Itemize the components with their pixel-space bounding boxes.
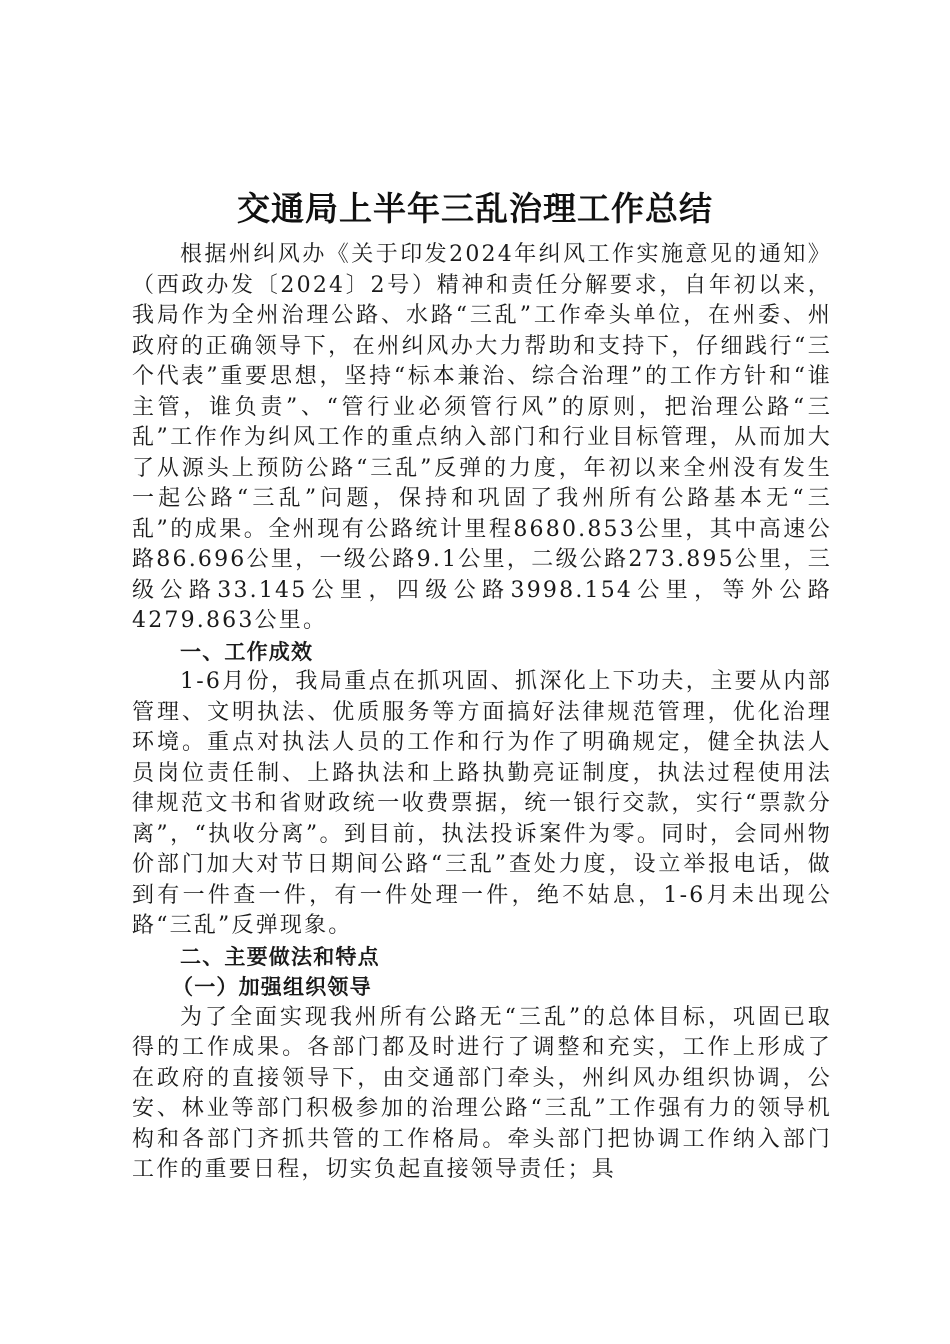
paragraph-results: 1-6月份，我局重点在抓巩固、抓深化上下功夫，主要从内部管理、文明执法、优质服务等方面搞好法律规范管理，优化治理环境。重点对执法人员的工作和行为作了明确规定，健全执法人员岗位责任制、上路执法和上路执勤亮证制度，执法过程使用法律规范文书和省财政统一收费票据，统一银行交款，实行“票款分离”，“执收分离”。到目前，执法投诉案件为零。同时，会同州物价部门加大对节日期间公路“三乱”查处力度，设立举报电话，做到有一件查一件，有一件处理一件，绝不姑息，1-6月未出现公路“三乱”反弹现象。 [132,669,832,938]
section-heading-results: 一、工作成效 [180,639,314,664]
document-title: 交通局上半年三乱治理工作总结 [237,189,713,228]
subsection-heading-leadership: （一）加强组织领导 [172,975,372,999]
paragraph-intro: 根据州纠风办《关于印发2024年纠风工作实施意见的通知》（西政办发〔2024〕2号）精神和责任分解要求，自年初以来，我局作为全州治理公路、水路“三乱”工作牵头单位，在州委、州政府的正确领导下，在州纠风办大力帮助和支持下，仔细践行“三个代表”重要思想，坚持“标本兼治、综合治理”的工作方针和“谁主管，谁负责”、“管行业必须管行风”的原则，把治理公路“三乱”工作作为纠风工作的重点纳入部门和行业目标管理，从而加大了从源头上预防公路“三乱”反弹的力度，年初以来全州没有发生一起公路“三乱”问题，保持和巩固了我州所有公路基本无“三乱”的成果。全州现有公路统计里程8680.853公里，其中高速公路86.696公里，一级公路9.1公里，二级公路273.895公里，三级公路33.145公里，四级公路3998.154公里，等外公路4279.863公里。 [132,242,832,633]
paragraph-leadership: 为了全面实现我州所有公路无“三乱”的总体目标，巩固已取得的工作成果。各部门都及时进行了调整和充实，工作上形成了在政府的直接领导下，由交通部门牵头，州纠风办组织协调，公安、林业等部门积极参加的治理公路“三乱”工作强有力的领导机构和各部门齐抓共管的工作格局。牵头部门把协调工作纳入部门工作的重要日程，切实负起直接领导责任；具 [132,1004,832,1182]
section-heading-practices: 二、主要做法和特点 [180,944,380,969]
document-body [132,240,832,1186]
